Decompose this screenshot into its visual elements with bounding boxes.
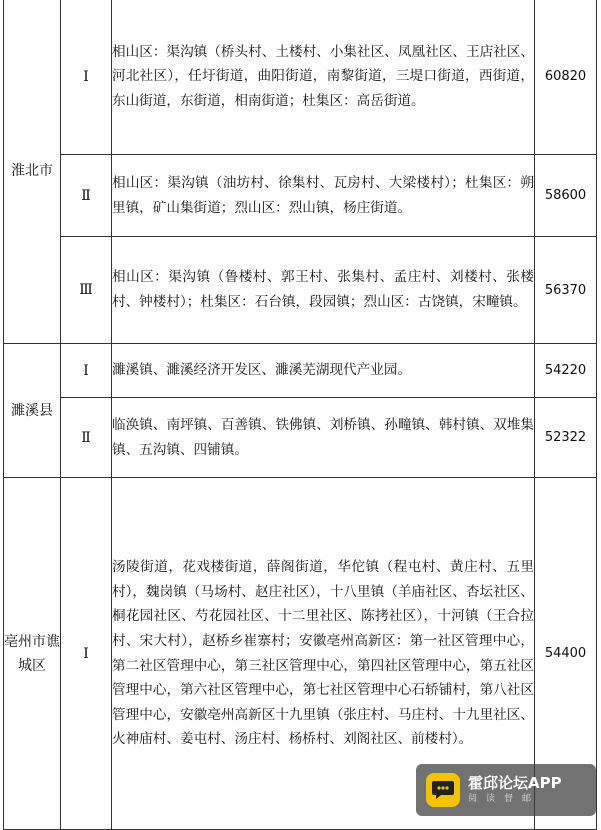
price-cell: 60820 [535, 0, 597, 155]
region-cell: 亳州市谯城区 [4, 478, 61, 830]
grade-cell: Ⅰ [61, 478, 112, 830]
price-cell: 58600 [535, 155, 597, 237]
area-cell: 临涣镇、南坪镇、百善镇、铁佛镇、刘桥镇、孙疃镇、韩村镇、双堆集镇、五沟镇、四铺镇。 [112, 398, 535, 478]
price-cell: 54220 [535, 344, 597, 398]
price-cell: 52322 [535, 398, 597, 478]
watermark-name: 霍邱论坛APP [468, 774, 562, 792]
grade-cell: Ⅰ [61, 344, 112, 398]
price-cell: 56370 [535, 237, 597, 344]
grade-cell: Ⅱ [61, 155, 112, 237]
table-row [4, 237, 597, 344]
table-row [4, 155, 597, 237]
grade-cell: Ⅱ [61, 398, 112, 478]
land-price-table [3, 0, 597, 830]
table-row [4, 0, 597, 155]
area-cell: 相山区：渠沟镇（桥头村、土楼村、小集社区、凤凰社区、王店社区、河北社区），任圩街道，曲阳街道，南黎街道，三堤口街道，西街道，东山街道，东街道，相南街道；杜集区：高岳街道。 [112, 0, 535, 155]
area-cell: 相山区：渠沟镇（鲁楼村、郭王村、张集村、孟庄村、刘楼村、张楼村、钟楼村）；杜集区：石台镇，段园镇；烈山区：古饶镇，宋疃镇。 [112, 237, 535, 344]
price-cell: 54400 [535, 478, 597, 830]
region-cell: 濉溪县 [4, 344, 61, 478]
grade-cell: Ⅰ [61, 0, 112, 155]
watermark-sub: 阅读督邮 [468, 794, 541, 804]
area-cell: 濉溪镇、濉溪经济开发区、濉溪芜湖现代产业园。 [112, 344, 535, 398]
table-row [4, 398, 597, 478]
grade-cell: Ⅲ [61, 237, 112, 344]
area-cell: 汤陵街道，花戏楼街道，薛阁街道，华佗镇（程屯村、黄庄村、五里村），魏岗镇（马场村、赵庄社区），十八里镇（羊庙社区、杏坛社区、桐花园社区、芍花园社区、十二里社区、陈拷社区），十河镇（王合拉村、宋大村），赵桥乡崔寨村；安徽亳州高新区：第一社区管理中心，第二社区管理中心，第三社区管理中心，第四社区管理中心，第五社区管理中心，第六社区管理中心，第七社区管理中心石轿铺村，第八社区管理中心，安徽亳州高新区十九里镇（张庄村、马庄村、十九里社区、火神庙村、姜屯村、汤庄村、杨桥村、刘阁社区、前楼村）。 [112, 478, 535, 830]
area-cell: 相山区：渠沟镇（油坊村、徐集村、瓦房村、大梁楼村）；杜集区：朔里镇，矿山集街道；烈山区：烈山镇，杨庄街道。 [112, 155, 535, 237]
table-row [4, 344, 597, 398]
chat-bubble-icon [426, 773, 460, 807]
app-watermark [416, 764, 596, 816]
region-cell: 淮北市 [4, 0, 61, 344]
